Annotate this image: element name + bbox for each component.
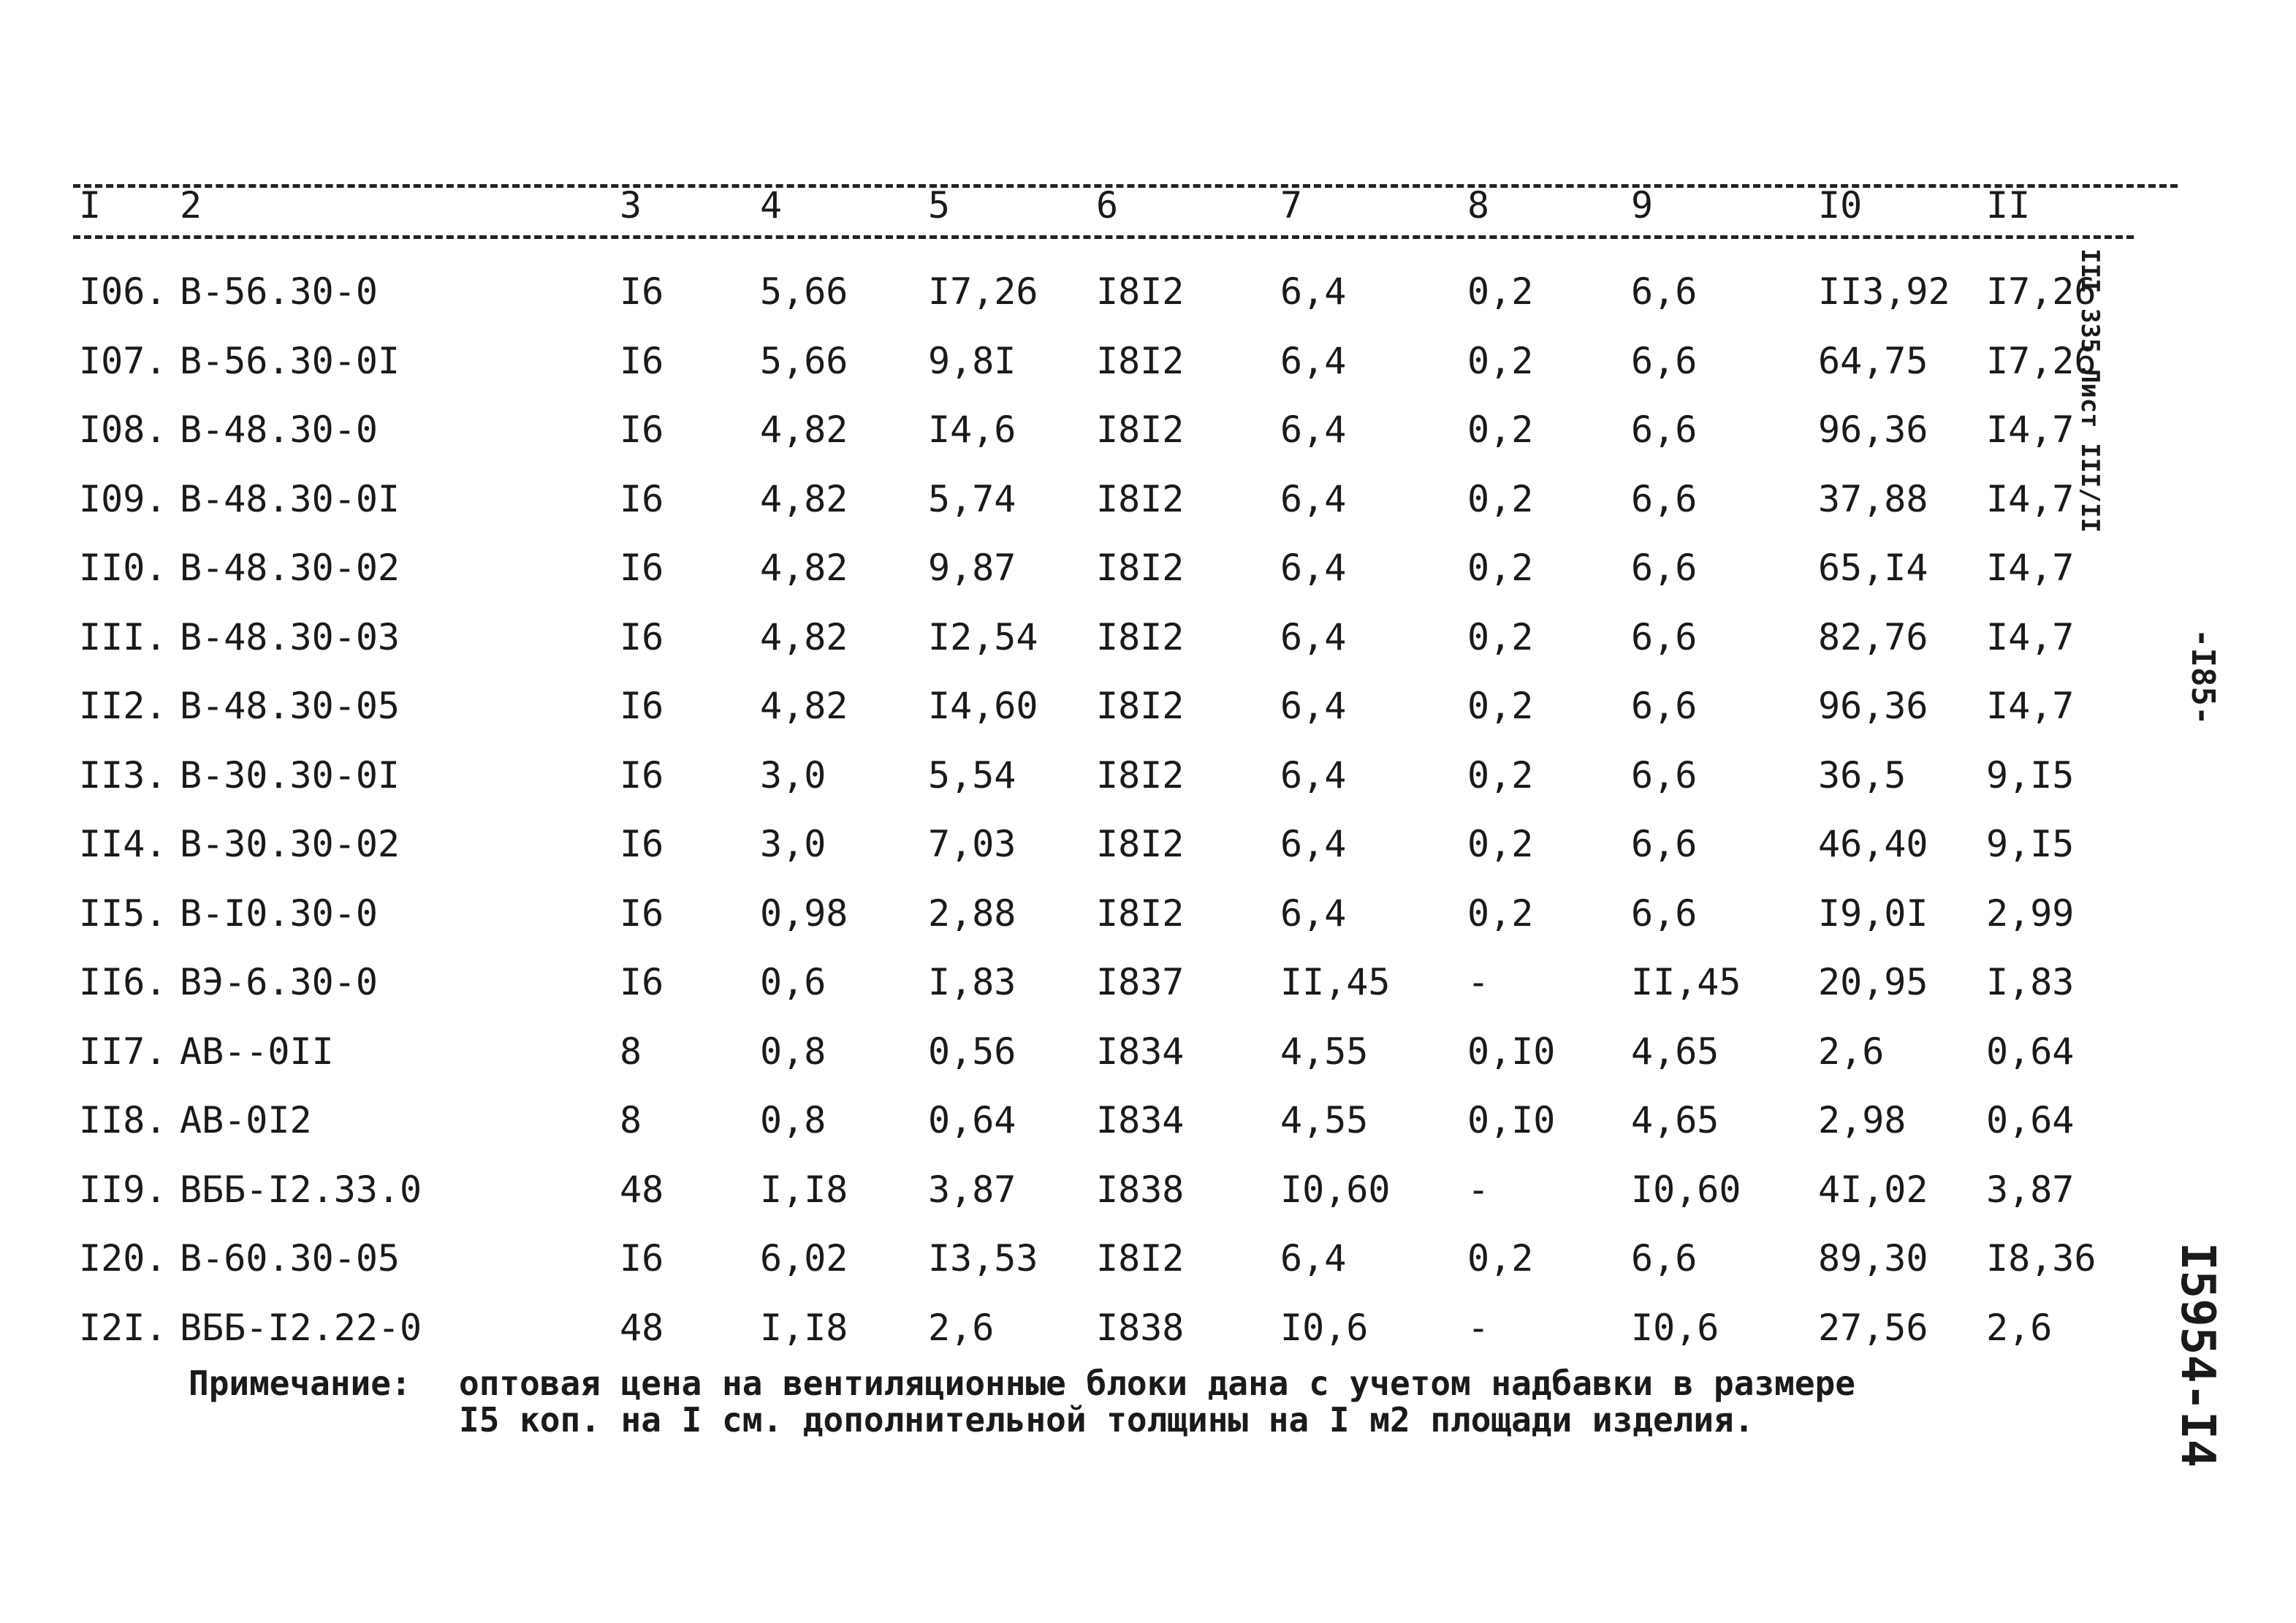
cell-col-6: I8I2 [1096,1237,1185,1280]
cell-col-5: 0,64 [928,1099,1016,1141]
header-bottom-rule [73,235,2134,239]
cell-product-code: ВЭ-6.30-0 [180,961,378,1003]
cell-col-9: 6,6 [1631,892,1698,935]
cell-row-number: II4. [79,823,167,865]
table-row [0,961,2192,1030]
cell-col-6: I8I2 [1096,823,1185,865]
cell-col-4: I,I8 [760,1307,848,1349]
cell-col-4: 0,8 [760,1099,826,1141]
cell-col-5: 5,74 [928,478,1016,520]
cell-col-9: 6,6 [1631,340,1698,382]
cell-col-9: I0,6 [1631,1307,1719,1349]
page-marker: -I85- [2184,628,2221,726]
cell-col-7: 6,4 [1280,340,1347,382]
cell-col-3: I6 [620,616,664,658]
cell-col-6: I8I2 [1096,478,1185,520]
cell-col-8: - [1467,1307,1490,1349]
table-row [0,340,2192,408]
cell-col-6: I8I2 [1096,892,1185,935]
cell-col-9: 6,6 [1631,754,1698,797]
column-header-1: I [79,184,102,227]
cell-col-5: I3,53 [928,1237,1038,1280]
cell-col-9: 4,65 [1631,1030,1719,1073]
cell-col-10: 65,I4 [1818,547,1928,589]
table-row [0,1099,2192,1168]
cell-row-number: I06. [79,270,167,313]
cell-col-10: 27,56 [1818,1307,1928,1349]
cell-col-4: 6,02 [760,1237,848,1280]
cell-col-4: 4,82 [760,478,848,520]
cell-row-number: I07. [79,340,167,382]
cell-col-9: 6,6 [1631,685,1698,727]
cell-col-4: 5,66 [760,340,848,382]
cell-product-code: ВББ-I2.33.0 [180,1168,422,1211]
cell-col-11: I4,7 [1986,547,2075,589]
cell-col-5: 9,8I [928,340,1016,382]
cell-col-11: I4,7 [1986,616,2075,658]
cell-product-code: АВ--0II [180,1030,334,1073]
cell-row-number: II0. [79,547,167,589]
cell-col-8: 0,2 [1467,892,1534,935]
cell-col-11: I7,26 [1986,270,2097,313]
cell-col-7: 4,55 [1280,1030,1369,1073]
cell-col-3: 48 [620,1168,664,1211]
cell-row-number: I09. [79,478,167,520]
cell-col-3: I6 [620,961,664,1003]
cell-col-10: 82,76 [1818,616,1928,658]
cell-col-8: 0,2 [1467,754,1534,797]
cell-col-10: 96,36 [1818,685,1928,727]
cell-col-6: I834 [1096,1099,1185,1141]
cell-col-7: 6,4 [1280,478,1347,520]
cell-col-9: II,45 [1631,961,1741,1003]
cell-col-4: I,I8 [760,1168,848,1211]
cell-col-5: I4,60 [928,685,1038,727]
cell-col-6: I8I2 [1096,685,1185,727]
cell-col-4: 0,8 [760,1030,826,1073]
cell-col-7: 6,4 [1280,547,1347,589]
cell-col-10: 37,88 [1818,478,1928,520]
cell-col-10: 64,75 [1818,340,1928,382]
cell-col-10: 2,6 [1818,1030,1885,1073]
cell-col-8: 0,2 [1467,408,1534,451]
cell-col-6: I8I2 [1096,754,1185,797]
column-header-3: 3 [620,184,642,227]
note-label: Примечание: [189,1364,411,1403]
table-row [0,547,2192,615]
cell-col-11: 0,64 [1986,1099,2075,1141]
cell-col-8: 0,2 [1467,547,1534,589]
cell-product-code: В-56.30-0I [180,340,400,382]
cell-col-10: 20,95 [1818,961,1928,1003]
column-header-2: 2 [180,184,202,227]
cell-col-5: 2,88 [928,892,1016,935]
cell-product-code: В-60.30-05 [180,1237,400,1280]
table-row [0,685,2192,753]
cell-row-number: I08. [79,408,167,451]
cell-col-6: I8I2 [1096,340,1185,382]
cell-col-6: I834 [1096,1030,1185,1073]
column-header-5: 5 [928,184,951,227]
cell-col-8: - [1467,1168,1490,1211]
cell-row-number: II6. [79,961,167,1003]
cell-col-6: I8I2 [1096,408,1185,451]
cell-col-3: 8 [620,1099,642,1141]
cell-col-7: 6,4 [1280,823,1347,865]
cell-col-5: I4,6 [928,408,1016,451]
cell-col-5: 3,87 [928,1168,1016,1211]
cell-row-number: II8. [79,1099,167,1141]
cell-col-9: 6,6 [1631,616,1698,658]
cell-col-3: I6 [620,270,664,313]
cell-col-9: 6,6 [1631,547,1698,589]
cell-col-11: 3,87 [1986,1168,2075,1211]
cell-col-5: 9,87 [928,547,1016,589]
cell-row-number: III. [79,616,167,658]
cell-row-number: II5. [79,892,167,935]
cell-col-11: I8,36 [1986,1237,2097,1280]
cell-col-9: 6,6 [1631,478,1698,520]
cell-col-7: II,45 [1280,961,1391,1003]
cell-col-5: 5,54 [928,754,1016,797]
cell-col-6: I8I2 [1096,270,1185,313]
cell-col-9: 6,6 [1631,823,1698,865]
cell-col-3: I6 [620,547,664,589]
cell-col-10: 46,40 [1818,823,1928,865]
cell-col-4: 0,98 [760,892,848,935]
cell-col-3: I6 [620,685,664,727]
cell-col-11: I,83 [1986,961,2075,1003]
table-row [0,478,2192,547]
cell-row-number: II9. [79,1168,167,1211]
table-row [0,823,2192,892]
cell-col-5: I2,54 [928,616,1038,658]
cell-col-4: 4,82 [760,616,848,658]
cell-col-7: 6,4 [1280,1237,1347,1280]
margin-top-note: III 335 Лист III/II [2075,248,2105,533]
cell-col-6: I8I2 [1096,547,1185,589]
cell-col-5: I7,26 [928,270,1038,313]
cell-col-10: I9,0I [1818,892,1928,935]
cell-col-9: 6,6 [1631,408,1698,451]
table-row [0,892,2192,961]
cell-col-11: 2,99 [1986,892,2075,935]
column-header-8: 8 [1467,184,1490,227]
cell-col-8: 0,I0 [1467,1030,1556,1073]
cell-col-7: 6,4 [1280,754,1347,797]
cell-col-5: 0,56 [928,1030,1016,1073]
cell-col-5: 7,03 [928,823,1016,865]
cell-col-6: I838 [1096,1307,1185,1349]
cell-col-3: I6 [620,340,664,382]
table-row [0,616,2192,685]
cell-product-code: ВББ-I2.22-0 [180,1307,422,1349]
cell-col-8: 0,2 [1467,340,1534,382]
cell-col-3: I6 [620,408,664,451]
table-row [0,1168,2192,1237]
cell-col-3: I6 [620,478,664,520]
cell-row-number: II2. [79,685,167,727]
cell-row-number: II3. [79,754,167,797]
cell-col-10: II3,92 [1818,270,1950,313]
cell-col-3: 8 [620,1030,642,1073]
cell-col-11: 0,64 [1986,1030,2075,1073]
note-line-1: оптовая цена на вентиляционные блоки дана с учетом надбавки в размере [459,1364,1855,1403]
cell-row-number: II7. [79,1030,167,1073]
cell-col-10: 96,36 [1818,408,1928,451]
cell-col-10: 4I,02 [1818,1168,1928,1211]
cell-col-3: I6 [620,823,664,865]
table-row [0,1237,2192,1306]
cell-col-5: I,83 [928,961,1016,1003]
cell-row-number: I2I. [79,1307,167,1349]
column-header-4: 4 [760,184,783,227]
cell-col-4: 4,82 [760,547,848,589]
cell-col-8: 0,2 [1467,823,1534,865]
cell-product-code: В-30.30-02 [180,823,400,865]
cell-col-8: 0,2 [1467,478,1534,520]
document-number: I5954-I4 [2170,1242,2224,1468]
cell-col-11: 9,I5 [1986,754,2075,797]
column-header-6: 6 [1096,184,1119,227]
cell-col-7: 6,4 [1280,892,1347,935]
cell-col-4: 3,0 [760,823,826,865]
cell-col-10: 89,30 [1818,1237,1928,1280]
cell-col-8: 0,I0 [1467,1099,1556,1141]
cell-col-8: 0,2 [1467,1237,1534,1280]
column-header-11: II [1986,184,2031,227]
cell-col-4: 5,66 [760,270,848,313]
cell-col-10: 36,5 [1818,754,1907,797]
cell-col-3: I6 [620,892,664,935]
table-row [0,270,2192,339]
table-row [0,754,2192,823]
cell-product-code: В-48.30-0 [180,408,378,451]
cell-product-code: В-I0.30-0 [180,892,378,935]
cell-product-code: В-48.30-0I [180,478,400,520]
cell-col-7: 6,4 [1280,270,1347,313]
cell-col-9: I0,60 [1631,1168,1741,1211]
cell-col-3: 48 [620,1307,664,1349]
cell-col-8: - [1467,961,1490,1003]
cell-col-11: I4,7 [1986,408,2075,451]
cell-col-11: I7,26 [1986,340,2097,382]
cell-product-code: В-30.30-0I [180,754,400,797]
cell-col-7: 4,55 [1280,1099,1369,1141]
cell-product-code: В-48.30-02 [180,547,400,589]
cell-row-number: I20. [79,1237,167,1280]
cell-col-9: 6,6 [1631,270,1698,313]
cell-col-7: I0,6 [1280,1307,1369,1349]
table-row [0,408,2192,477]
cell-col-11: I4,7 [1986,478,2075,520]
column-header-9: 9 [1631,184,1654,227]
cell-col-3: I6 [620,754,664,797]
cell-col-6: I838 [1096,1168,1185,1211]
cell-product-code: В-48.30-05 [180,685,400,727]
cell-col-4: 3,0 [760,754,826,797]
cell-col-9: 4,65 [1631,1099,1719,1141]
cell-col-11: I4,7 [1986,685,2075,727]
cell-col-8: 0,2 [1467,616,1534,658]
column-header-10: I0 [1818,184,1863,227]
cell-product-code: АВ-0I2 [180,1099,312,1141]
cell-col-11: 2,6 [1986,1307,2053,1349]
cell-col-7: 6,4 [1280,408,1347,451]
cell-col-4: 4,82 [760,408,848,451]
cell-col-7: I0,60 [1280,1168,1391,1211]
cell-col-9: 6,6 [1631,1237,1698,1280]
cell-col-8: 0,2 [1467,270,1534,313]
cell-col-7: 6,4 [1280,685,1347,727]
cell-col-6: I837 [1096,961,1185,1003]
cell-col-4: 0,6 [760,961,826,1003]
cell-col-6: I8I2 [1096,616,1185,658]
cell-product-code: В-48.30-03 [180,616,400,658]
cell-col-10: 2,98 [1818,1099,1907,1141]
table-row [0,1030,2192,1099]
cell-col-7: 6,4 [1280,616,1347,658]
cell-product-code: В-56.30-0 [180,270,378,313]
cell-col-8: 0,2 [1467,685,1534,727]
cell-col-11: 9,I5 [1986,823,2075,865]
column-header-7: 7 [1280,184,1303,227]
cell-col-3: I6 [620,1237,664,1280]
cell-col-4: 4,82 [760,685,848,727]
note-line-2: I5 коп. на I см. дополнительной толщины на I м2 площади изделия. [459,1400,1755,1440]
cell-col-5: 2,6 [928,1307,995,1349]
